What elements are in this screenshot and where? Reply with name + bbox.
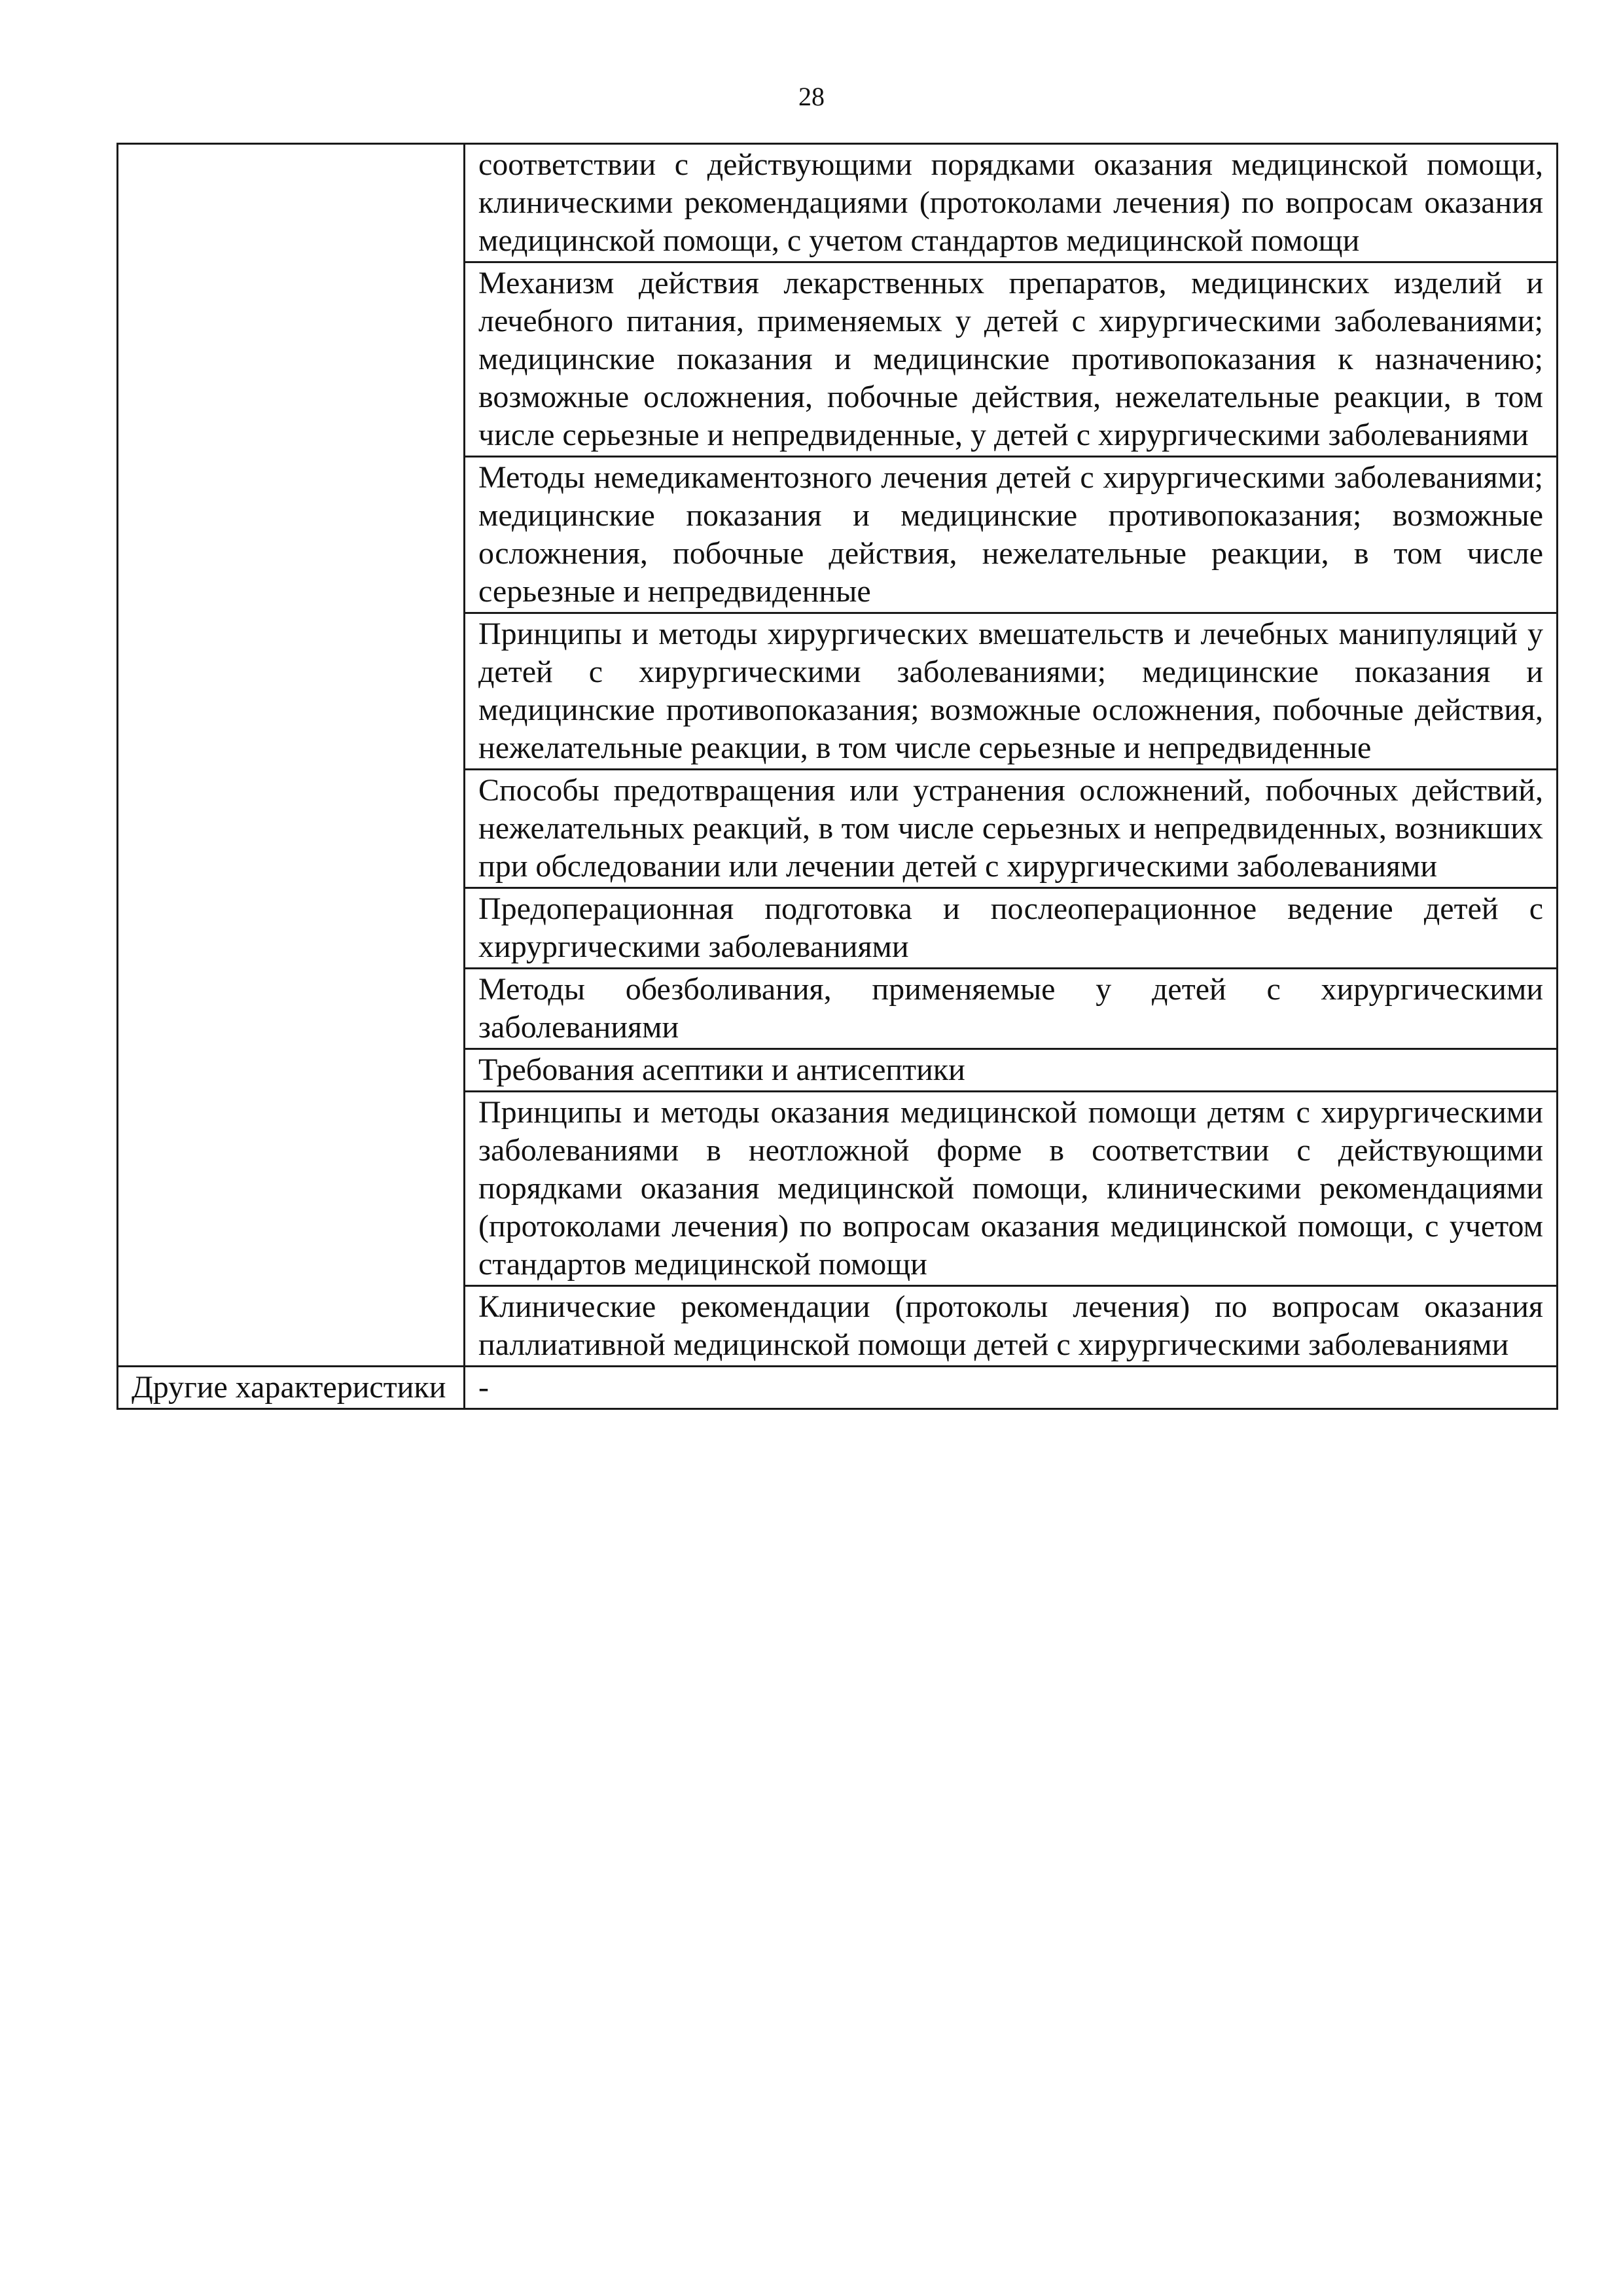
table-cell xyxy=(465,144,1558,262)
cell-text: Методы обезболивания, применяемые у детей с хирургическими заболеваниями xyxy=(478,972,1543,1045)
table-cell xyxy=(465,1049,1558,1092)
table-cell xyxy=(465,1092,1558,1286)
table-cell xyxy=(465,888,1558,969)
requirements-table xyxy=(116,143,1558,1410)
page-number: 28 xyxy=(798,82,825,111)
table-cell xyxy=(465,1286,1558,1367)
table-cell xyxy=(465,262,1558,457)
other-characteristics-value: - xyxy=(465,1367,1558,1409)
cell-text: соответствии с действующими порядками оказания медицинской помощи, клиническими рекомендациями (протоколами лечения) по вопросам оказания медицинской помощи, с учетом стандартов медицинской помощи xyxy=(478,147,1543,258)
cell-text: Принципы и методы оказания медицинской помощи детям с хирургическими заболеваниями в неотложной форме в соответствии с действующими порядками оказания медицинской помощи, клиническими рекомендациями (протоколами лечения) по вопросам оказания медицинской помощи, с учетом стандартов медицинской помощи xyxy=(478,1095,1543,1282)
table-cell xyxy=(465,969,1558,1049)
cell-text: Механизм действия лекарственных препаратов, медицинских изделий и лечебного питания, применяемых у детей с хирургическими заболеваниями; медицинские показания и медицинские противопоказания к назначению; возможные осложнения, побочные действия, нежелательные реакции, в том числе серьезные и непредвиденные, у детей с хирургическими заболеваниями xyxy=(478,266,1543,452)
table-left-cell-empty xyxy=(118,144,465,1367)
table-cell xyxy=(465,613,1558,770)
table-row xyxy=(118,144,1558,262)
other-characteristics-label: Другие характеристики xyxy=(118,1367,465,1409)
cell-text: Принципы и методы хирургических вмешательств и лечебных манипуляций у детей с хирургическими заболеваниями; медицинские показания и медицинские противопоказания; возможные осложнения, побочные действия, нежелательные реакции, в том числе серьезные и непредвиденные xyxy=(478,617,1543,765)
table-cell xyxy=(465,457,1558,613)
cell-text: Способы предотвращения или устранения осложнений, побочных действий, нежелательных реакций, в том числе серьезных и непредвиденных, возникших при обследовании или лечении детей с хирургическими заболеваниями xyxy=(478,773,1543,884)
table-row-other xyxy=(118,1367,1558,1409)
cell-text: Методы немедикаментозного лечения детей с хирургическими заболеваниями; медицинские показания и медицинские противопоказания; возможные осложнения, побочные действия, нежелательные реакции, в том числе серьезные и непредвиденные xyxy=(478,460,1543,609)
cell-text: Требования асептики и антисептики xyxy=(478,1052,965,1087)
cell-text: Клинические рекомендации (протоколы лечения) по вопросам оказания паллиативной медицинской помощи детей с хирургическими заболеваниями xyxy=(478,1289,1543,1362)
table-cell xyxy=(465,770,1558,888)
cell-text: Предоперационная подготовка и послеоперационное ведение детей с хирургическими заболеваниями xyxy=(478,891,1543,964)
